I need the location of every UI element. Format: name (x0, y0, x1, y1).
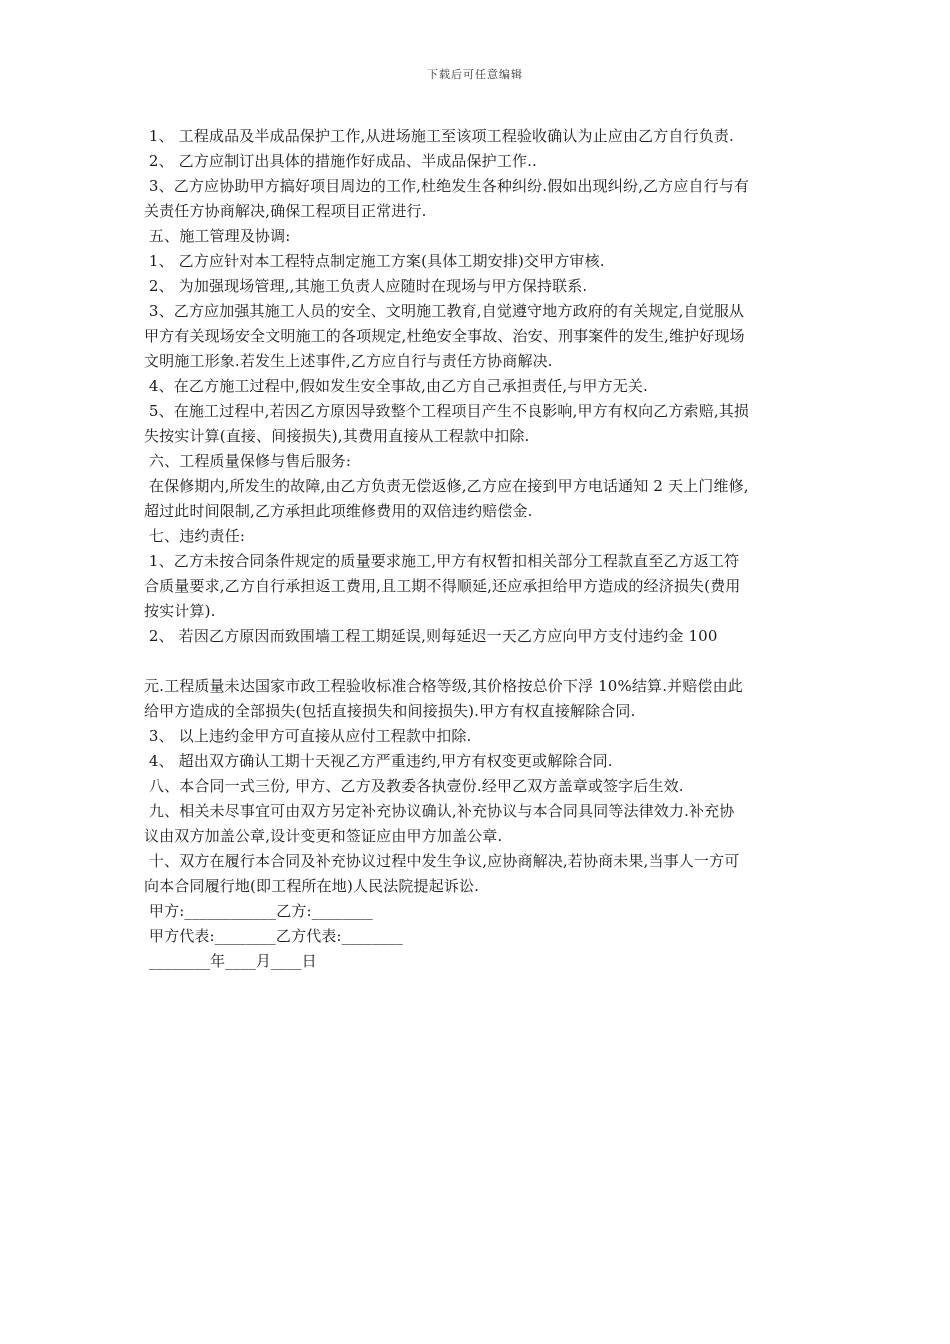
page-header-watermark: 下载后可任意编辑 (427, 68, 523, 81)
text-line: 按实计算). (144, 602, 216, 620)
text-line: 1、 工程成品及半成品保护工作,从进场施工至该项工程验收确认为止应由乙方自行负责. (144, 127, 734, 145)
text-line: 甲方有关现场安全文明施工的各项规定,杜绝安全事故、治安、刑事案件的发生,维护好现场 (144, 327, 745, 345)
contract-lines-continued (144, 674, 812, 899)
text-line: 4、在乙方施工过程中,假如发生安全事故,由乙方自己承担责任,与甲方无关. (144, 377, 648, 395)
text-line: 3、 以上违约金甲方可直接从应付工程款中扣除. (144, 727, 472, 745)
text-line: 失按实计算(直接、间接损失),其费用直接从工程款中扣除. (144, 427, 530, 445)
text-line: 2、 为加强现场管理,,其施工负责人应随时在现场与甲方保持联系. (144, 277, 588, 295)
section-heading: 六、工程质量保修与售后服务: (144, 452, 352, 470)
text-line: 3、乙方应协助甲方搞好项目周边的工作,杜绝发生各种纠纷.假如出现纠纷,乙方应自行与有 (144, 177, 750, 195)
paragraph-gap (144, 649, 812, 674)
contract-lines (144, 124, 812, 649)
text-line: 关责任方协商解决,确保工程项目正常进行. (144, 202, 427, 220)
text-line: 3、乙方应加强其施工人员的安全、文明施工教育,自觉遵守地方政府的有关规定,自觉服从 (144, 302, 745, 320)
text-line: 超过此时间限制,乙方承担此项维修费用的双倍违约赔偿金. (144, 502, 533, 520)
text-line: 在保修期内,所发生的故障,由乙方负责无偿返修,乙方应在接到甲方电话通知 2 天上门维修, (144, 477, 749, 495)
signature-block (144, 899, 812, 974)
text-line: 文明施工形象.若发生上述事件,乙方应自行与责任方协商解决. (144, 352, 553, 370)
text-line: 2、 乙方应制订出具体的措施作好成品、半成品保护工作.. (144, 152, 537, 170)
text-line: 元.工程质量未达国家市政工程验收标准合格等级,其价格按总价下浮 10%结算.并赔偿由此 (144, 677, 743, 695)
section-heading: 七、违约责任: (144, 527, 246, 545)
text-line: 5、在施工过程中,若因乙方原因导致整个工程项目产生不良影响,甲方有权向乙方索赔,其损 (144, 402, 750, 420)
party-signature-line: 甲方:____________乙方:________ (144, 902, 373, 920)
text-line: 合质量要求,乙方自行承担返工费用,且工期不得顺延,还应承担给甲方造成的经济损失(费用 (144, 577, 741, 595)
contract-body (144, 124, 812, 974)
text-line: 1、 乙方应针对本工程特点制定施工方案(具体工期安排)交甲方审核. (144, 252, 605, 270)
text-line: 议由双方加盖公章,设计变更和签证应由甲方加盖公章. (144, 827, 503, 845)
text-line: 4、 超出双方确认工期十天视乙方严重违约,甲方有权变更或解除合同. (144, 752, 613, 770)
date-line: ________年____月____日 (144, 952, 317, 970)
text-line: 九、相关未尽事宜可由双方另定补充协议确认,补充协议与本合同具同等法律效力.补充协 (144, 802, 735, 820)
representative-signature-line: 甲方代表:________乙方代表:________ (144, 927, 403, 945)
text-line: 向本合同履行地(即工程所在地)人民法院提起诉讼. (144, 877, 480, 895)
text-line: 1、乙方未按合同条件规定的质量要求施工,甲方有权暂扣相关部分工程款直至乙方返工符 (144, 552, 740, 570)
section-heading: 五、施工管理及协调: (144, 227, 291, 245)
text-line: 给甲方造成的全部损失(包括直接损失和间接损失).甲方有权直接解除合同. (144, 702, 636, 720)
text-line: 十、双方在履行本合同及补充协议过程中发生争议,应协商解决,若协商未果,当事人一方可 (144, 852, 740, 870)
text-line: 2、 若因乙方原因而致围墙工程工期延误,则每延迟一天乙方应向甲方支付违约金 100 (144, 627, 718, 645)
text-line: 八、本合同一式三份, 甲方、乙方及教委各执壹份.经甲乙双方盖章或签字后生效. (144, 777, 684, 795)
